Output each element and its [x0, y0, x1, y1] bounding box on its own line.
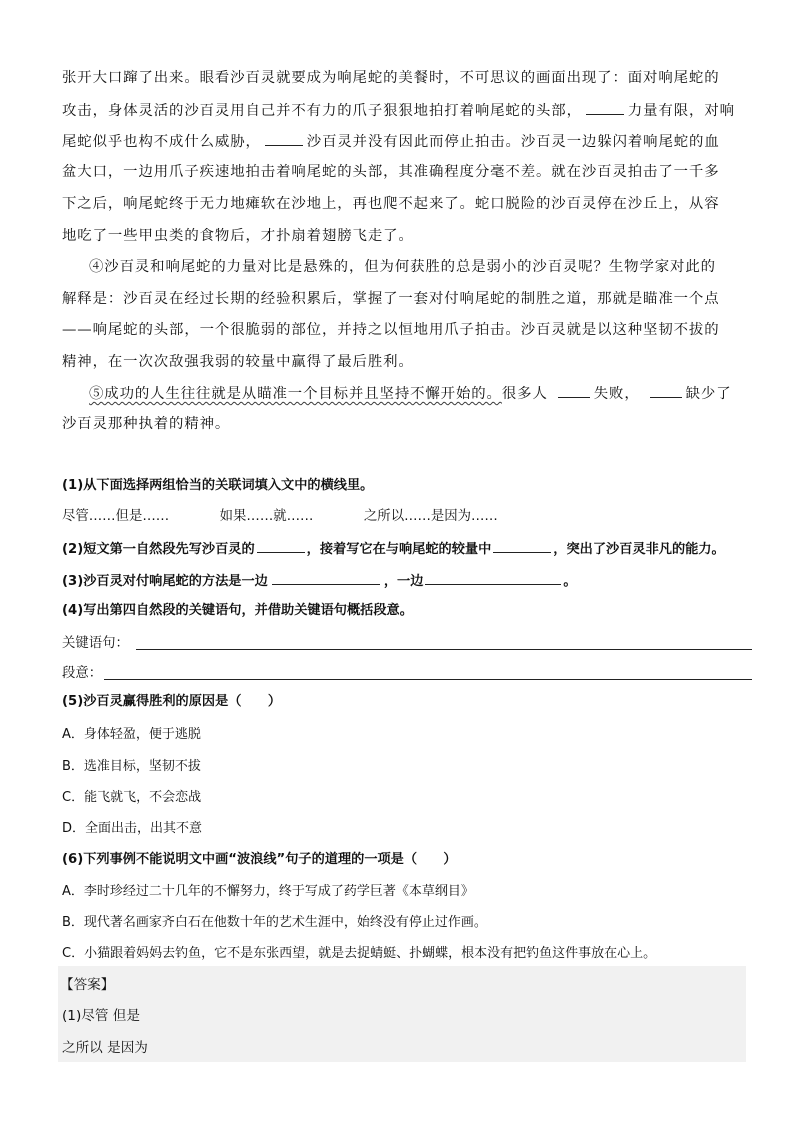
q1-options: [62, 507, 498, 527]
wavy-underlined-sentence: ⑤成功的人生往往就是从瞄准一个目标并且坚持不懈开始的。: [89, 386, 502, 402]
connective-blank[interactable]: [586, 100, 624, 115]
paragraph-meaning-row: [62, 662, 752, 682]
passage-line: 盆大口，一边用爪子疾速地拍击着响尾蛇的头部，其准确程度分毫不差。就在沙百灵拍击了一千多: [62, 164, 720, 180]
answer-heading: 【答案】: [60, 977, 115, 993]
q1-option: 之所以……是因为……: [363, 509, 498, 524]
paragraph-meaning-label: 段意：: [62, 666, 103, 681]
passage-line: ④沙百灵和响尾蛇的力量对比是悬殊的，但为何获胜的总是弱小的沙百灵呢？生物学家对此的: [89, 259, 716, 275]
q6-choice-c[interactable]: C．小猫跟着妈妈去钓鱼，它不是东张西望，就是去捉蜻蜓、扑蝴蝶，根本没有把钓鱼这件事放在心上。: [62, 946, 657, 961]
passage-line: 解释是：沙百灵在经过长期的经验积累后，掌握了一套对付响尾蛇的制胜之道，那就是瞄准一个点: [62, 291, 720, 307]
passage-line: 下之后，响尾蛇终于无力地瘫软在沙地上，再也爬不起来了。蛇口脱险的沙百灵停在沙丘上，从容: [62, 196, 720, 212]
question-4: (4)写出第四自然段的关键语句，并借助关键语句概括段意。: [62, 603, 413, 618]
key-sentence-line[interactable]: [136, 632, 752, 650]
question-6: (6)下列事例不能说明文中画“波浪线”句子的道理的一项是（ ）: [62, 852, 457, 867]
question-2: (2)短文第一自然段先写沙百灵的 ，接着写它在与响尾蛇的较量中 ，突出了沙百灵非凡的能力。: [62, 538, 725, 560]
passage-line: 张开大口蹿了出来。眼看沙百灵就要成为响尾蛇的美餐时，不可思议的画面出现了：面对响尾蛇的: [62, 70, 720, 86]
answer-box: [58, 966, 746, 1062]
q6-choice-a[interactable]: A．李时珍经过二十几年的不懈努力，终于写成了药学巨著《本草纲目》: [62, 884, 474, 899]
passage-line: ⑤成功的人生往往就是从瞄准一个目标并且坚持不懈开始的。很多人 失败， 缺少了: [89, 383, 731, 404]
q5-choice-b[interactable]: B．选准目标，坚韧不拔: [62, 759, 201, 774]
answer-blank[interactable]: [425, 570, 561, 585]
question-3: (3)沙百灵对付响尾蛇的方法是一边 ，一边 。: [62, 570, 577, 592]
passage-line: 沙百灵那种执着的精神。: [62, 416, 231, 432]
q1-option: 尽管……但是……: [62, 509, 170, 524]
q1-option: 如果……就……: [219, 509, 314, 524]
question-1: (1)从下面选择两组恰当的关联词填入文中的横线里。: [62, 478, 374, 493]
q6-choice-b[interactable]: B．现代著名画家齐白石在他数十年的艺术生涯中，始终没有停止过作画。: [62, 915, 487, 930]
passage-line: 地吃了一些甲虫类的食物后，才扑扇着翅膀飞走了。: [62, 228, 414, 244]
answer-blank[interactable]: [493, 538, 551, 553]
connective-blank[interactable]: [558, 383, 590, 398]
answer-line: 之所以 是因为: [62, 1040, 148, 1056]
connective-blank[interactable]: [265, 131, 303, 146]
passage-line: ——响尾蛇的头部，一个很脆弱的部位，并持之以恒地用爪子拍击。沙百灵就是以这种坚韧不拔的: [62, 322, 720, 338]
passage-line: 尾蛇似乎也构不成什么威胁， 沙百灵并没有因此而停止拍击。沙百灵一边躲闪着响尾蛇的血: [62, 131, 720, 152]
passage-line: 精神，在一次次敌强我弱的较量中赢得了最后胜利。: [62, 354, 414, 370]
answer-blank[interactable]: [272, 570, 380, 585]
q5-choice-c[interactable]: C．能飞就飞，不会恋战: [62, 790, 202, 805]
q5-choice-d[interactable]: D．全面出击，出其不意: [62, 821, 203, 836]
key-sentence-label: 关键语句：: [62, 636, 129, 651]
connective-blank[interactable]: [650, 383, 682, 398]
answer-line: (1)尽管 但是: [62, 1008, 140, 1024]
passage-line: 攻击，身体灵活的沙百灵用自己并不有力的爪子狠狠地拍打着响尾蛇的头部， 力量有限，对响: [62, 100, 735, 121]
q5-choice-a[interactable]: A．身体轻盈，便于逃脱: [62, 727, 201, 742]
key-sentence-row: [62, 632, 752, 652]
paragraph-meaning-line[interactable]: [104, 662, 752, 680]
answer-blank[interactable]: [257, 538, 305, 553]
question-5: (5)沙百灵赢得胜利的原因是（ ）: [62, 694, 282, 709]
